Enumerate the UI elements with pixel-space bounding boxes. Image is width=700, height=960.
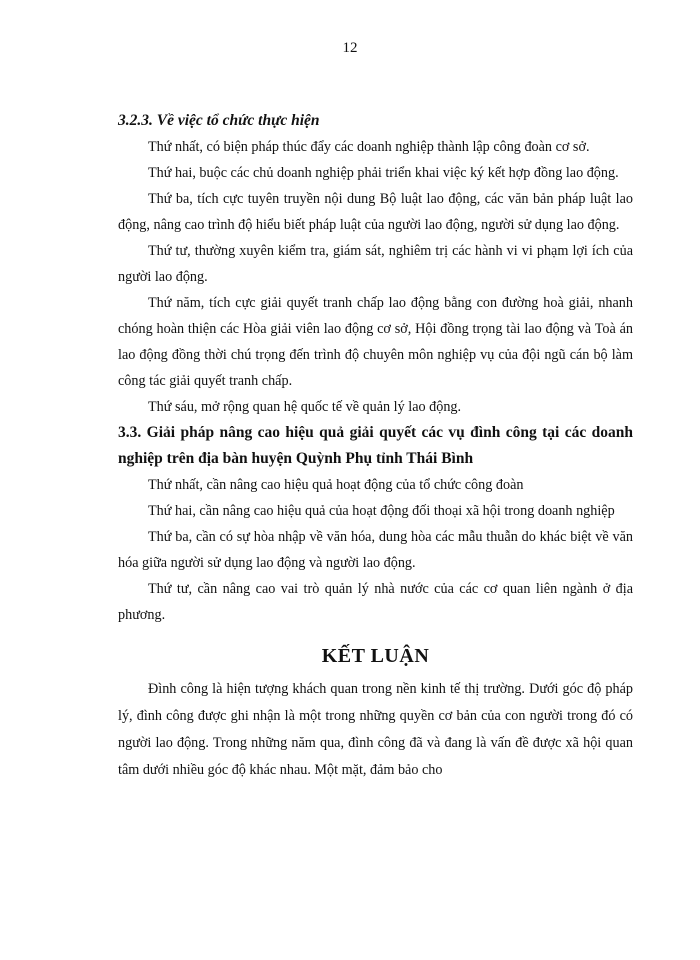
page-content <box>118 108 633 784</box>
section-3-3-paragraph-1: Thứ nhất, cần nâng cao hiệu quả hoạt động của tổ chức công đoàn <box>148 477 524 493</box>
section-3-3-paragraph-2: Thứ hai, cần nâng cao hiệu quả của hoạt động đối thoại xã hội trong doanh nghiệp <box>148 503 615 519</box>
conclusion-paragraph: Đình công là hiện tượng khách quan trong nền kinh tế thị trường. Dưới góc độ pháp lý, đình công được ghi nhận là một trong những quyền cơ bản của con người trong đó có người lao động. Trong những năm qua, đình công đã và đang là vấn đề được xã hội quan tâm dưới nhiều góc độ khác nhau. Một mặt, đảm bảo cho <box>118 681 633 778</box>
section-3-2-3-paragraph-1: Thứ nhất, có biện pháp thúc đẩy các doanh nghiệp thành lập công đoàn cơ sở. <box>148 139 590 155</box>
section-3-3-heading: 3.3. Giải pháp nâng cao hiệu quả giải quyết các vụ đình công tại các doanh nghiệp trên địa bàn huyện Quỳnh Phụ tỉnh Thái Bình <box>118 424 633 467</box>
section-3-2-3-paragraph-4: Thứ tư, thường xuyên kiểm tra, giám sát, nghiêm trị các hành vi vi phạm lợi ích của người lao động. <box>118 243 633 285</box>
section-3-2-3-paragraph-2: Thứ hai, buộc các chủ doanh nghiệp phải triển khai việc ký kết hợp đồng lao động. <box>148 165 619 181</box>
section-3-2-3-paragraph-3: Thứ ba, tích cực tuyên truyền nội dung Bộ luật lao động, các văn bản pháp luật lao động, nâng cao trình độ hiểu biết pháp luật của người lao động, người sử dụng lao động. <box>118 191 633 233</box>
section-3-3-paragraph-3: Thứ ba, cần có sự hòa nhập về văn hóa, dung hòa các mẫu thuẫn do khác biệt về văn hóa giữa người sử dụng lao động và người lao động. <box>118 529 633 571</box>
page-number: 12 <box>342 40 358 56</box>
section-3-3-paragraph-4: Thứ tư, cần nâng cao vai trò quản lý nhà nước của các cơ quan liên ngành ở địa phương. <box>118 581 633 623</box>
section-3-2-3-paragraph-5: Thứ năm, tích cực giải quyết tranh chấp lao động bằng con đường hoà giải, nhanh chóng hoàn thiện các Hòa giải viên lao động cơ sở, Hội đồng trọng tài lao động và Toà án lao động đồng thời chú trọng đến trình độ chuyên môn nghiệp vụ của đội ngũ cán bộ làm công tác giải quyết tranh chấp. <box>118 295 633 389</box>
section-3-2-3-heading: 3.2.3. Về việc tổ chức thực hiện <box>118 112 320 129</box>
conclusion-title: KẾT LUẬN <box>321 645 430 667</box>
section-3-2-3-paragraph-6: Thứ sáu, mở rộng quan hệ quốc tế về quản lý lao động. <box>148 399 462 415</box>
